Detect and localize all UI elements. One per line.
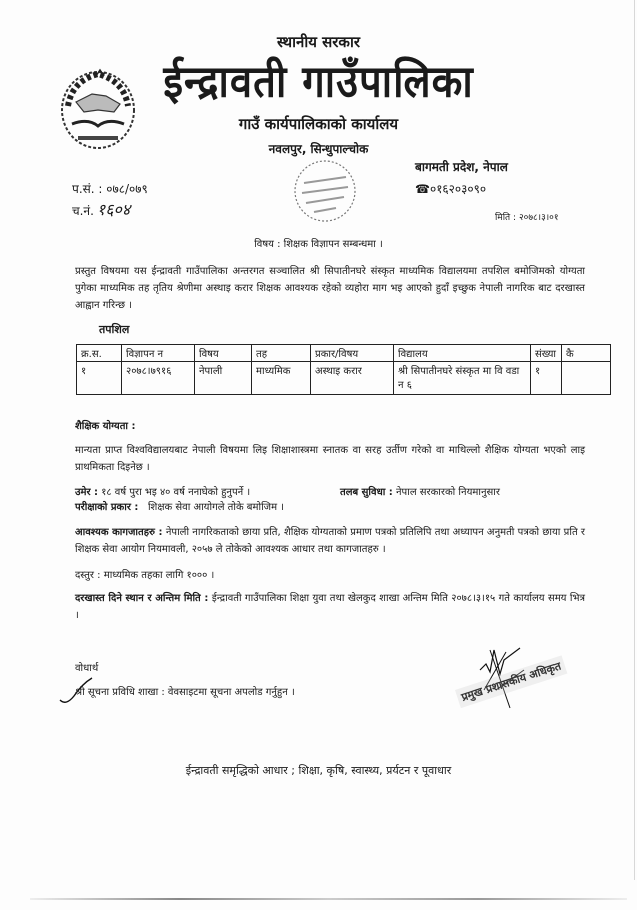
page-edge-bottom <box>30 898 627 900</box>
deadline-text: ईन्द्रावती गाउँपालिका शिक्षा युवा तथा खेलकुद शाखा अन्तिम मिति २०७८।३।१५ गते कार्यालय समय भित्र । <box>75 593 585 621</box>
telephone-icon: ☎ <box>415 182 430 196</box>
application-deadline <box>75 590 585 624</box>
patra-sankhya <box>72 180 148 197</box>
patra-sankhya-value: ०७८/०७९ <box>106 182 148 196</box>
phone-number-row <box>415 180 486 197</box>
age-text: १८ वर्ष पुरा भइ ४० वर्ष ननाघेको हुनुपर्ने । <box>101 487 251 498</box>
footer-motto: ईन्द्रावती समृद्धिको आधार ; शिक्षा, कृषि, स्वास्थ्य, प्रर्यटन र पूवाधार <box>185 764 452 777</box>
table-row <box>77 362 611 395</box>
municipality-name: ईन्द्रावती गाउँपालिका <box>163 56 474 108</box>
table-cell: १ <box>77 362 122 395</box>
col-header: विद्यालय <box>394 345 531 362</box>
vacancy-table <box>76 344 611 395</box>
qualification-label: शैक्षिक योग्यता : <box>75 421 136 432</box>
chalani-value: १६०४ <box>96 200 131 219</box>
salary-text: नेपाल सरकारको नियमानुसार <box>396 487 500 498</box>
chalani-number <box>72 198 130 220</box>
application-fee <box>75 567 214 581</box>
table-cell: २०७८।७९१६ <box>122 362 195 395</box>
office-seal-icon <box>290 155 360 227</box>
date-label: मिति : <box>495 213 517 223</box>
table-cell: श्री सिपातीनघरे संस्कृत मा वि वडा न ६ <box>394 362 531 395</box>
col-header: विज्ञापन न <box>122 345 195 362</box>
table-cell <box>562 362 611 395</box>
table-cell: नेपाली <box>195 362 252 395</box>
phone-number: ०१६२०३०९० <box>429 182 487 196</box>
col-header: कै <box>562 345 611 362</box>
col-header: संख्या <box>531 345 562 362</box>
cc-label: वोधार्थ <box>75 663 99 674</box>
table-cell: माध्यमिक <box>252 362 311 395</box>
letter-subject: विषय : शिक्षक विज्ञापन सम्बन्धमा । <box>254 239 383 250</box>
qualification-text: मान्यता प्राप्त विश्वविद्यालयबाट नेपाली विषयमा लिइ शिक्षाशास्त्रमा स्नातक वा सरह उर्तीण गरेको वा माथिल्लो शैक्षिक योग्यता भएको लाइ प्राथमिकता दिइनेछ । <box>75 445 585 473</box>
table-cell: अस्थाइ करार <box>311 362 394 395</box>
documents-text: नेपाली नागरिकताको छाया प्रति, शैक्षिक योग्यताको प्रमाण पत्रको प्रतिलिपि तथा अध्यापन अनुमती पत्रको छाया प्रति र शिक्षक सेवा आयोग नियमावली, २०५७ ले तोकेको आवश्यक आधार तथा कागजातहरु । <box>75 527 586 555</box>
cc-item: श्री सूचना प्रविधि शाखा : वेवसाइटमा सूचना अपलोड गर्नुहुन । <box>75 687 295 698</box>
fee-text: माध्यमिक तहका लागि १००० । <box>103 570 215 581</box>
patra-sankhya-label: प.सं. : <box>72 182 103 196</box>
chalani-label: च.नं. <box>72 204 94 218</box>
col-header: विषय <box>195 345 252 362</box>
exam-label: परीक्षाको प्रकार : <box>75 502 139 513</box>
table-heading: तपशिल <box>99 323 130 336</box>
exam-type <box>75 499 284 513</box>
table-cell: १ <box>531 362 562 395</box>
salary-info <box>340 484 500 498</box>
col-header: प्रकार/विषय <box>311 345 394 362</box>
age-label: उमेर : <box>75 487 99 498</box>
date-value: २०७८।३।०१ <box>518 213 559 223</box>
exam-text: शिक्षक सेवा आयोगले तोके बमोजिम । <box>147 502 285 513</box>
letter-date <box>495 210 559 223</box>
deadline-label: दरखास्त दिने स्थान र अन्तिम मिति : <box>75 593 209 604</box>
table-header-row <box>77 345 611 362</box>
fee-label: दस्तुर : <box>75 570 101 581</box>
office-name: गाउँ कार्यपालिकाको कार्यालय <box>238 115 399 133</box>
col-header: तह <box>252 345 311 362</box>
office-address: नवलपुर, सिन्धुपाल्चोक <box>268 142 369 156</box>
province-label: बागमती प्रदेश, नेपाल <box>415 160 508 174</box>
officer-stamp: प्रमुख प्रशासकीय अधिकृत <box>455 655 567 708</box>
age-requirement <box>75 484 250 498</box>
government-label: स्थानीय सरकार <box>277 33 360 51</box>
col-header: क्र.स. <box>77 345 122 362</box>
salary-label: तलब सुविधा : <box>340 487 393 498</box>
documents-label: आवश्यक कागजातहरु : <box>75 527 163 538</box>
intro-paragraph: प्रस्तुत विषयमा यस ईन्द्रावती गाउँपालिका अन्तरगत सञ्चालित श्री सिपातीनघरे संस्कृत माध्यमिक विद्यालयमा तपशिल बमोजिमको योग्यता पुगेका माध्यमिक तह तृतिय श्रेणीमा अस्थाइ करार शिक्षक आवश्यक रहेको व्यहोरा माग भइ आएको हुदाँ इच्छुक नेपाली नागरिक बाट दरखास्त आह्वान गरिन्छ । <box>75 266 585 311</box>
documents-required <box>75 524 585 558</box>
